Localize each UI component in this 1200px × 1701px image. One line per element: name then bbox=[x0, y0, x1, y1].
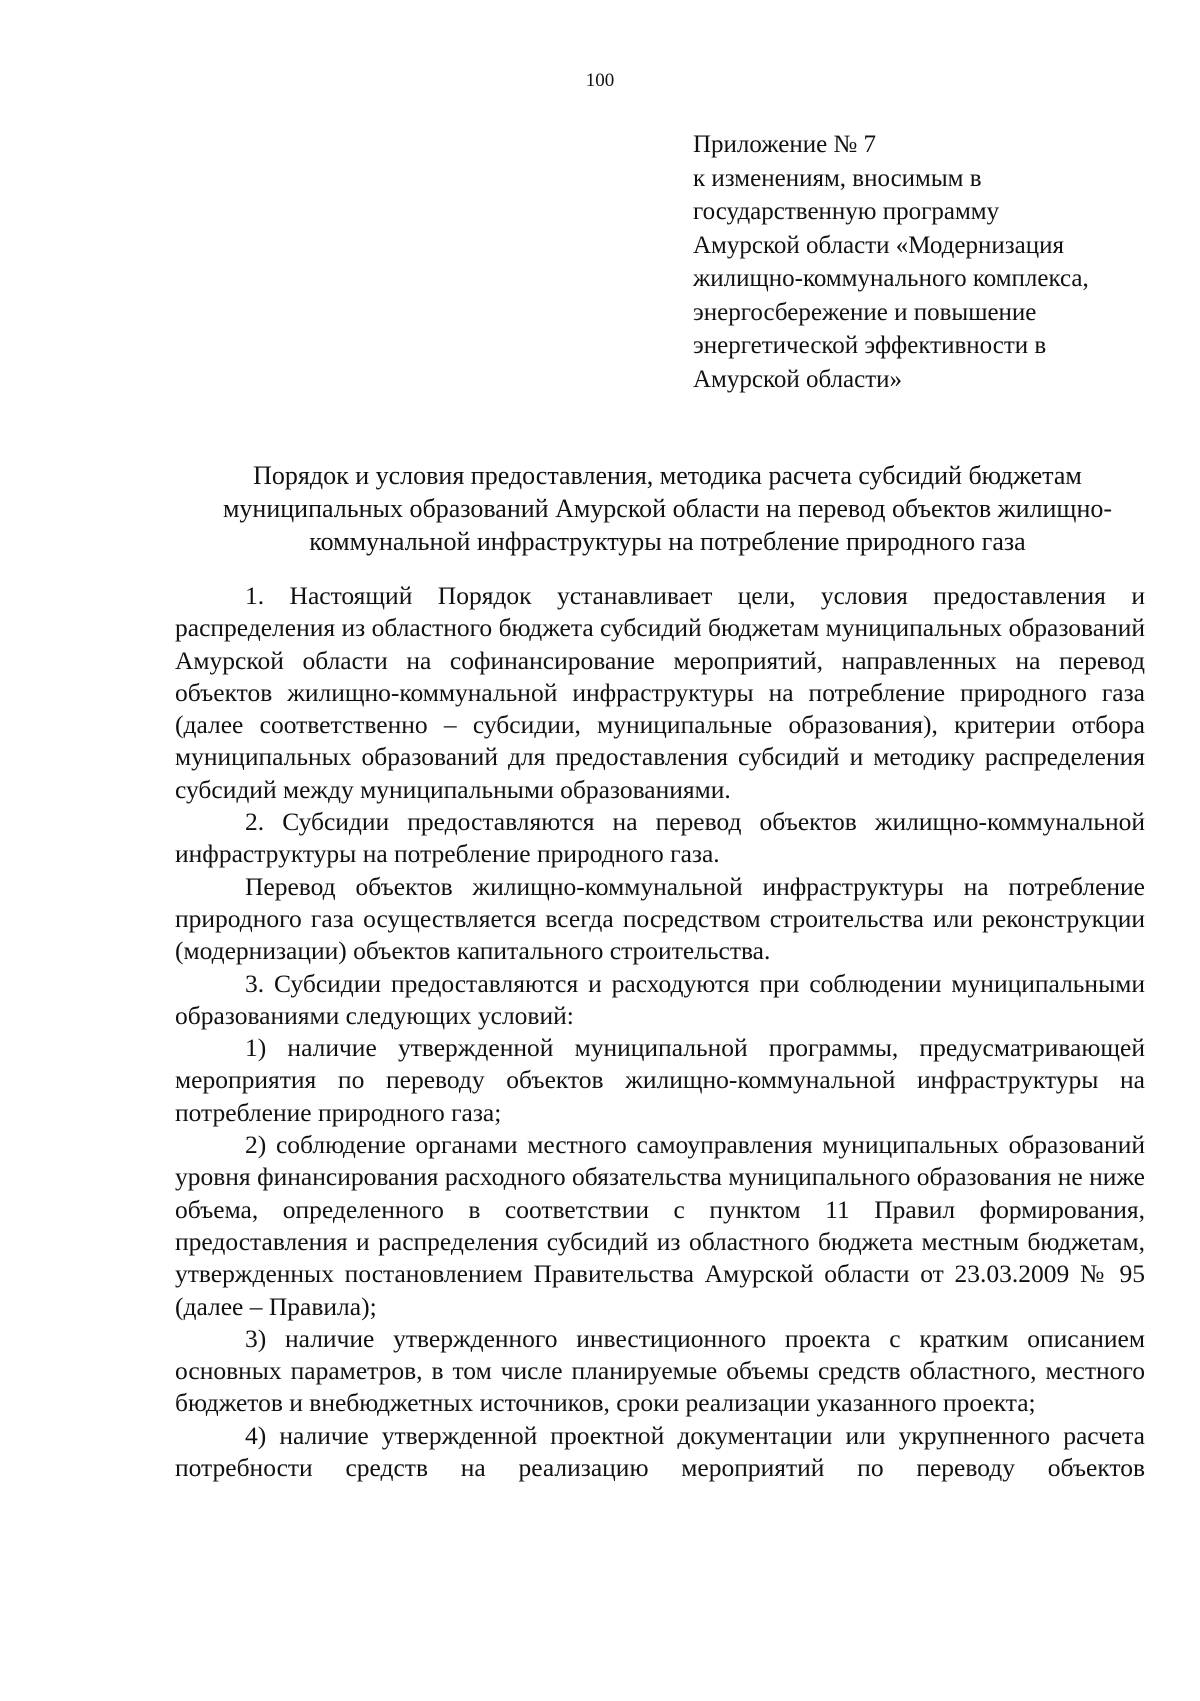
condition-2: 2) соблюдение органами местного самоуправления муниципальных образований уровня финансирования расходного обязательства муниципального образования не ниже объема, определенного в соответствии с пунктом 11 Правил формирования, предоставления и распределения субсидий из областного бюджета местным бюджетам, утвержденных постановлением Правительства Амурской области от 23.03.2009 № 95 (далее – Правила); bbox=[175, 1130, 1145, 1321]
appendix-line: энергосбережение и повышение bbox=[693, 298, 1037, 326]
appendix-line: государственную программу bbox=[693, 198, 1000, 225]
title-line: коммунальной инфраструктуры на потребление природного газа bbox=[309, 527, 1026, 556]
appendix-line: Приложение № 7 bbox=[693, 131, 877, 158]
condition-3: 3) наличие утвержденного инвестиционного проекта с кратким описанием основных параметров, в том числе планируемые объемы средств областного, местного бюджетов и внебюджетных источников, сроки реализации указанного проекта; bbox=[175, 1323, 1145, 1418]
condition-4: 4) наличие утвержденной проектной документации или укрупненного расчета потребности средств на реализацию мероприятий по переводу объектов bbox=[175, 1420, 1145, 1483]
appendix-header bbox=[693, 128, 1153, 396]
appendix-line: к изменениям, вносимым в bbox=[693, 164, 982, 192]
appendix-line: Амурской области» bbox=[693, 365, 903, 393]
document-title bbox=[175, 459, 1160, 558]
paragraph-1: 1. Настоящий Порядок устанавливает цели, условия предоставления и распределения из областного бюджета субсидий бюджетам муниципальных образований Амурской области на софинансирование мероприятий, направленных на перевод объектов жилищно-коммунальной инфраструктуры на потребление природного газа (далее соответственно – субсидии, муниципальные образования), критерии отбора муниципальных образований для предоставления субсидий и методику распределения субсидий между муниципальными образованиями. bbox=[175, 581, 1145, 804]
condition-1: 1) наличие утвержденной муниципальной программы, предусматривающей мероприятия по переводу объектов жилищно-коммунальной инфраструктуры на потребление природного газа; bbox=[175, 1033, 1145, 1127]
appendix-line: жилищно-коммунального комплекса, bbox=[693, 265, 1089, 292]
appendix-line: энергетической эффективности в bbox=[693, 332, 1047, 359]
appendix-line: Амурской области «Модернизация bbox=[693, 231, 1064, 259]
paragraph-3: 3. Субсидии предоставляются и расходуются при соблюдении муниципальными образованиями следующих условий: bbox=[175, 968, 1145, 1030]
paragraph-2-text: Перевод объектов жилищно-коммунальной инфраструктуры на потребление природного газа осуществляется всегда посредством строительства или реконструкции (модернизации) объектов капитального строительства. bbox=[175, 871, 1145, 966]
title-line: Порядок и условия предоставления, методика расчета субсидий бюджетам bbox=[253, 461, 1082, 490]
document-body bbox=[175, 580, 1145, 1484]
page-number: 100 bbox=[585, 70, 615, 91]
title-line: муниципальных образований Амурской области на перевод объектов жилищно- bbox=[222, 494, 1113, 523]
paragraph-2: 2. Субсидии предоставляются на перевод объектов жилищно-коммунальной инфраструктуры на потребление природного газа. bbox=[175, 807, 1145, 869]
